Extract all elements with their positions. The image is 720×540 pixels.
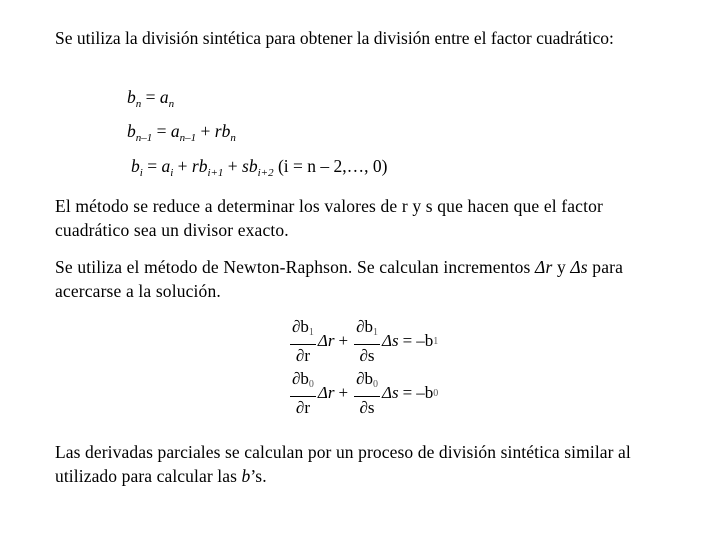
eq3-lhs-var: b bbox=[131, 156, 140, 176]
eq3-a-var: a bbox=[161, 156, 171, 176]
eq1-lhs-var: b bbox=[127, 87, 136, 107]
eq2-r: r bbox=[214, 121, 222, 141]
fraction-db1-ds bbox=[354, 317, 380, 366]
row2-delta-s: Δs bbox=[382, 383, 399, 402]
eq3-condition: (i = n – 2,…, 0) bbox=[277, 156, 388, 176]
equation-bn-minus-1: $b_{n-1} = a_{n-1} + rb_n$ bbox=[127, 121, 236, 144]
eq3-a-sub: i bbox=[170, 167, 174, 179]
frac2-num-sub: 1 bbox=[373, 326, 378, 338]
frac3-num-sub: 0 bbox=[308, 378, 314, 390]
method-paragraph: El método se reduce a determinar los valores de r y s que hacen que el factor cuadrático sea un divisor exacto. bbox=[55, 196, 603, 240]
eq1-lhs-sub: n bbox=[135, 98, 142, 110]
row2-plus: + bbox=[338, 383, 349, 402]
fraction-db0-dr bbox=[290, 369, 316, 418]
eq2-a-var: a bbox=[170, 121, 180, 141]
partial-derivative-equation-1 bbox=[288, 318, 438, 364]
eq2-a-sub: n–1 bbox=[179, 132, 197, 144]
row1-rhs: –b bbox=[416, 331, 434, 350]
frac1-den: ∂r bbox=[295, 345, 310, 365]
p3-conj: y bbox=[552, 257, 571, 277]
row2-equals: = bbox=[402, 383, 413, 402]
equation-bi: $b_i = a_i + rb_{i+1} + sb_{i+2}$ (i = n – 2,…, 0) bbox=[131, 156, 388, 179]
partial-derivatives-paragraph bbox=[55, 440, 675, 488]
frac3-den: ∂r bbox=[295, 397, 310, 417]
frac4-num: ∂b bbox=[356, 368, 373, 388]
p4-b: b bbox=[241, 466, 251, 486]
p3-delta-r: Δr bbox=[535, 257, 553, 277]
row1-delta-r: Δr bbox=[317, 331, 335, 350]
frac4-den: ∂s bbox=[359, 397, 375, 417]
row1-equals: = bbox=[402, 331, 413, 350]
row1-rhs-sub: 1 bbox=[433, 335, 439, 347]
eq2-b: b bbox=[221, 121, 231, 141]
fraction-db1-dr bbox=[290, 317, 316, 366]
eq3-b2-sub: i+2 bbox=[257, 167, 274, 179]
row1-delta-s: Δs bbox=[382, 331, 399, 350]
frac2-num: ∂b bbox=[356, 316, 373, 336]
eq2-lhs-var: b bbox=[127, 121, 136, 141]
frac2-den: ∂s bbox=[359, 345, 375, 365]
frac3-num: ∂b bbox=[292, 368, 309, 388]
row2-rhs-sub: 0 bbox=[433, 387, 439, 399]
p3-delta-s: Δs bbox=[570, 257, 588, 277]
row1-plus: + bbox=[338, 331, 349, 350]
row2-rhs: –b bbox=[416, 383, 434, 402]
eq2-plus: + bbox=[200, 121, 211, 141]
eq3-s: s bbox=[242, 156, 249, 176]
eq2-b-sub: n bbox=[230, 132, 236, 144]
eq3-lhs-sub: i bbox=[139, 167, 143, 179]
frac4-num-sub: 0 bbox=[373, 378, 378, 390]
p3-text-before: Se utiliza el método de Newton-Raphson. Se calculan incrementos bbox=[55, 257, 536, 277]
p4-text-before: Las derivadas parciales se calculan por un proceso de división sintética similar al utilizado para calcular las bbox=[55, 442, 631, 486]
eq2-lhs-sub: n–1 bbox=[135, 132, 153, 144]
p3-text-after: para acercarse a la solución. bbox=[55, 257, 624, 301]
row2-delta-r: Δr bbox=[317, 383, 335, 402]
intro-paragraph: Se utiliza la división sintética para obtener la división entre el factor cuadrático: bbox=[55, 28, 614, 48]
eq3-b1: b bbox=[198, 156, 208, 176]
eq3-r: r bbox=[191, 156, 199, 176]
frac1-num-sub: 1 bbox=[308, 326, 314, 338]
equation-bn: $b_n = a_n$ bbox=[127, 87, 175, 110]
eq1-rhs-sub: n bbox=[168, 98, 175, 110]
eq3-b2: b bbox=[248, 156, 258, 176]
eq3-b1-sub: i+1 bbox=[207, 167, 224, 179]
newton-raphson-paragraph bbox=[55, 255, 675, 303]
p4-text-after: ’s. bbox=[250, 466, 267, 486]
frac1-num: ∂b bbox=[292, 316, 309, 336]
partial-derivative-equation-0 bbox=[288, 370, 438, 416]
eq1-rhs-var: a bbox=[159, 87, 169, 107]
fraction-db0-ds bbox=[354, 369, 380, 418]
